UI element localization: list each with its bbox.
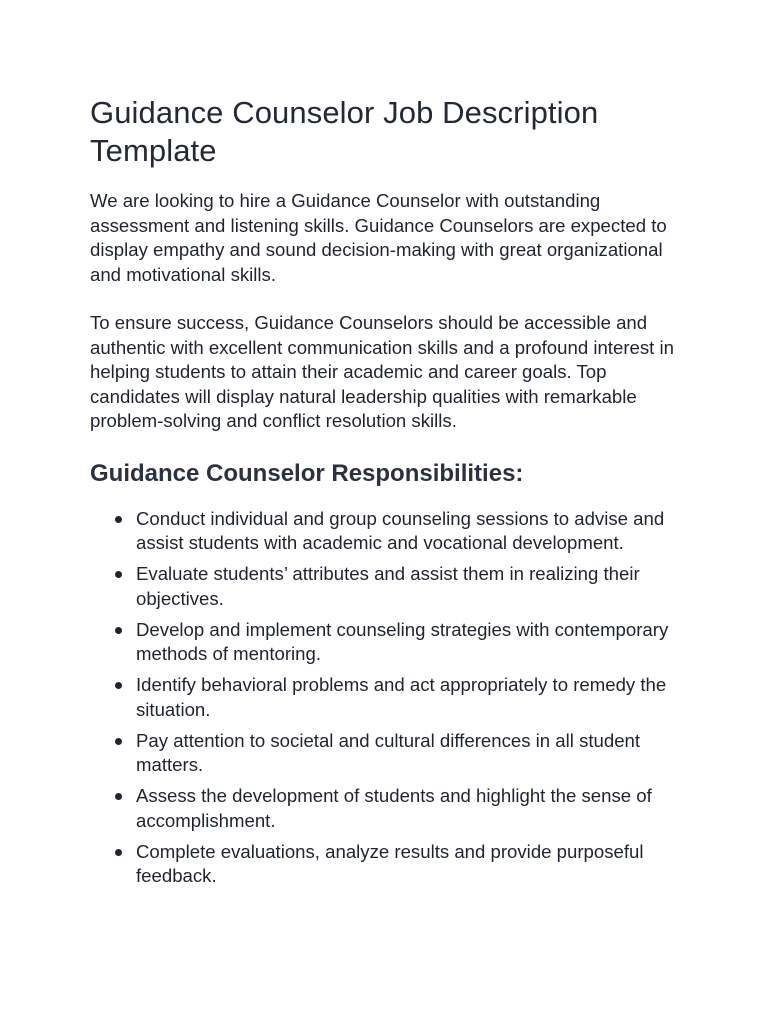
list-item — [90, 729, 690, 778]
responsibilities-heading: Guidance Counselor Responsibilities: — [90, 459, 524, 487]
list-item-text: Conduct individual and group counseling sessions to advise and assist students with academic and vocational development. — [136, 507, 665, 553]
responsibilities-list — [90, 507, 690, 889]
bullet-icon — [115, 849, 122, 856]
list-item-text: Assess the development of students and highlight the sense of accomplishment. — [136, 785, 652, 831]
bullet-icon — [115, 627, 122, 634]
bullet-icon — [115, 571, 122, 578]
list-item-text: Evaluate students’ attributes and assist them in realizing their objectives. — [136, 563, 640, 609]
success-paragraph: To ensure success, Guidance Counselors should be accessible and authentic with excellent communication skills and a profound interest in helping students to attain their academic and career goals. Top candidates will display natural leadership qualities with remarkable problem-solving and conflict resolution skills. — [90, 312, 674, 431]
list-item — [90, 840, 690, 889]
bullet-icon — [115, 793, 122, 800]
bullet-icon — [115, 682, 122, 689]
list-item — [90, 562, 690, 611]
list-item — [90, 618, 690, 667]
intro-paragraph: We are looking to hire a Guidance Counselor with outstanding assessment and listening skills. Guidance Counselors are expected to display empathy and sound decision-making with great organizational and motivational skills. — [90, 190, 667, 285]
list-item — [90, 507, 690, 556]
list-item-text: Identify behavioral problems and act appropriately to remedy the situation. — [136, 674, 667, 720]
list-item — [90, 673, 690, 722]
bullet-icon — [115, 738, 122, 745]
list-item-text: Complete evaluations, analyze results and provide purposeful feedback. — [136, 840, 644, 886]
document-title: Guidance Counselor Job Description Template — [90, 95, 599, 168]
document-page — [90, 94, 690, 895]
list-item-text: Pay attention to societal and cultural differences in all student matters. — [136, 729, 641, 775]
bullet-icon — [115, 516, 122, 523]
list-item — [90, 784, 690, 833]
list-item-text: Develop and implement counseling strategies with contemporary methods of mentoring. — [136, 618, 669, 664]
